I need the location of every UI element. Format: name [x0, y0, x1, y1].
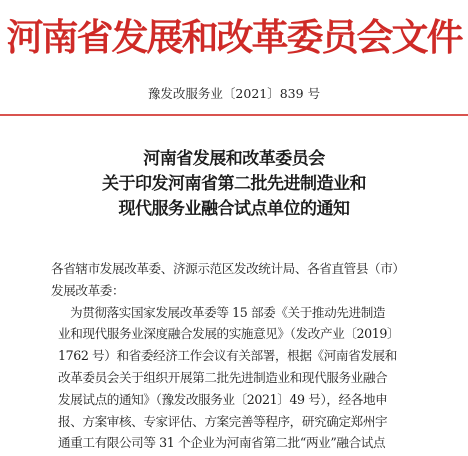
- notice-title: [0, 147, 468, 222]
- body-line-recipients: 各省辖市发展改革委、济源示范区发改统计局、各省直管县（市）: [51, 261, 405, 276]
- body-line: 改革委员会关于组织开展第二批先进制造业和现代服务业融合: [58, 369, 388, 385]
- body-line: 1762 号）和省委经济工作会议有关部署，根据《河南省发展和: [58, 348, 397, 364]
- body-line-paragraph-start: 为贯彻落实国家发展改革委等 15 部委《关于推动先进制造: [70, 304, 386, 320]
- masthead-title: 河南省发展和改革委员会文件: [6, 16, 462, 59]
- body-line-recipients-end: 发展改革委：: [51, 282, 125, 298]
- body-line: 报、方案审核、专家评估、方案完善等程序，研究确定郑州宇: [58, 413, 388, 429]
- body-line: 业和现代服务业深度融合发展的实施意见》（发改产业〔2019〕: [58, 326, 400, 342]
- notice-title-line-3: 现代服务业融合试点单位的通知: [118, 199, 350, 219]
- document-number: 豫发改服务业〔2021〕839 号: [147, 86, 321, 101]
- red-divider-rule: [0, 114, 468, 116]
- notice-body: [51, 258, 430, 454]
- body-line: 发展试点的通知》（豫发改服务业〔2021〕49 号），经各地申: [58, 391, 388, 407]
- notice-title-line-2: 关于印发河南省第二批先进制造业和: [102, 174, 366, 194]
- notice-title-line-1: 河南省发展和改革委员会: [143, 149, 325, 169]
- body-line: 通重工有限公司等 31 个企业为河南省第二批“两业”融合试点: [58, 435, 386, 451]
